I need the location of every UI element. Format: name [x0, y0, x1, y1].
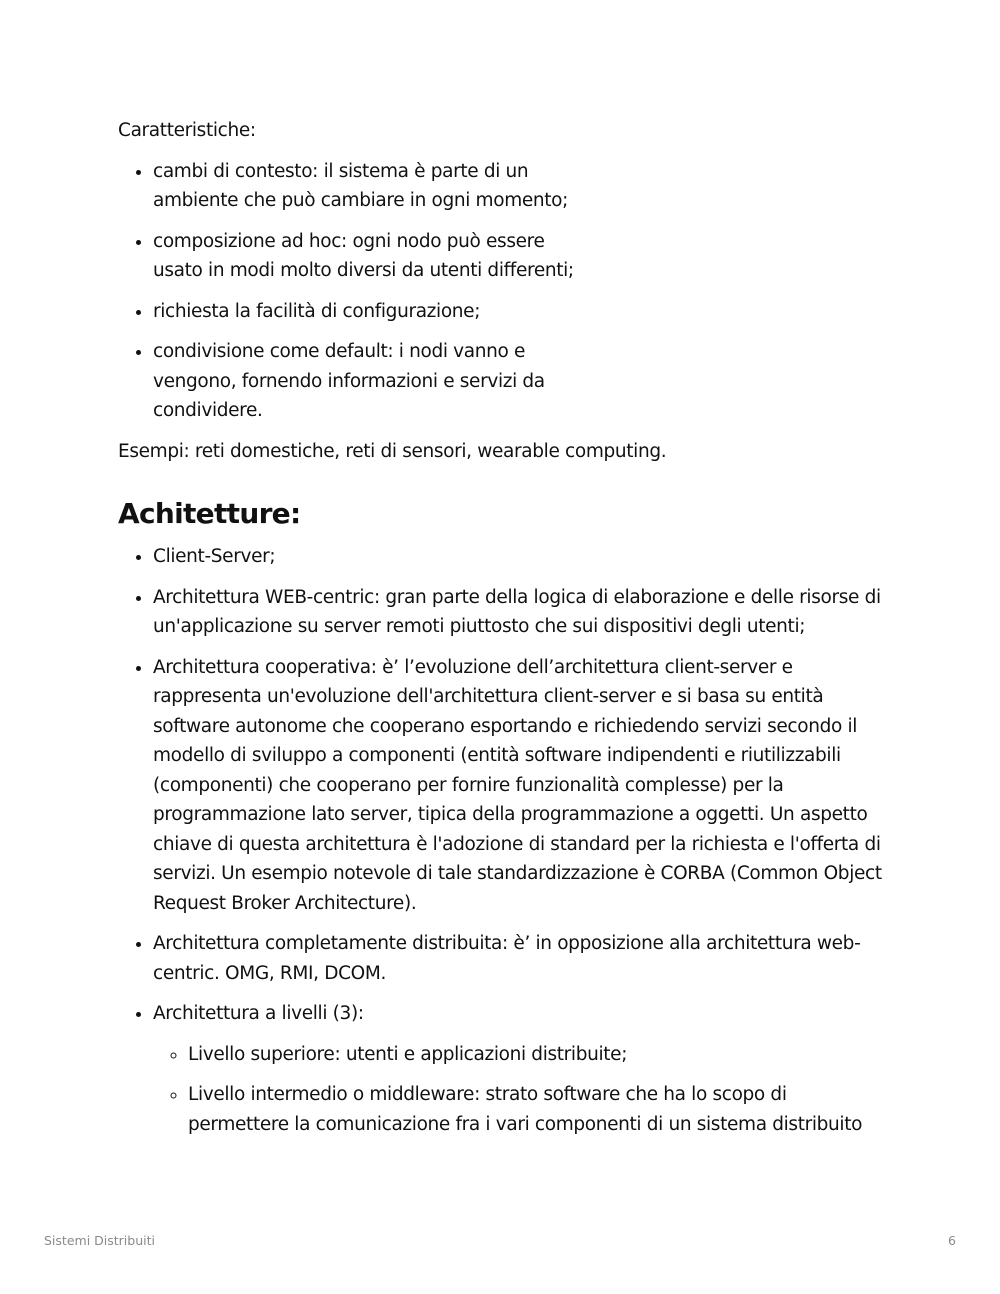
list-item-label: Architettura a livelli (3): [153, 1003, 364, 1024]
section-heading: Achitetture: [118, 497, 301, 530]
sublist-item: ◦ Livello superiore: utenti e applicazioni distribuite; [188, 1040, 888, 1070]
list-item-levels [153, 999, 888, 1139]
list-item: • Architettura WEB-centric: gran parte della logica di elaborazione e delle risorse di un'applicazione su server remoti piuttosto che sui dispositivi degli utenti; [153, 583, 888, 642]
list-item: • composizione ad hoc: ogni nodo può essere usato in modi molto diversi da utenti differenti; [153, 227, 593, 286]
architectures-list [118, 542, 888, 1139]
list-item: • cambi di contesto: il sistema è parte di un ambiente che può cambiare in ogni momento; [153, 157, 593, 216]
examples-text: Esempi: reti domestiche, reti di sensori, wearable computing. [118, 440, 667, 462]
list-item: • Architettura cooperativa: è’ l’evoluzione dell’architettura client-server e rappresenta un'evoluzione dell'architettura client-server e si basa su entità software autonome che cooperano esportando e richiedendo servizi secondo il modello di sviluppo a componenti (entità software indipendenti e riutilizzabili (componenti) che cooperano per fornire funzionalità complesse) per la programmazione lato server, tipica della programmazione a oggetti. Un aspetto chiave di questa architettura è l'adozione di standard per la richiesta e l'offerta di servizi. Un esempio notevole di tale standardizzazione è CORBA (Common Object Request Broker Architecture). [153, 653, 888, 919]
characteristics-list [118, 157, 888, 426]
document-page [118, 116, 888, 1150]
levels-sublist [153, 1040, 888, 1140]
list-item: • richiesta la facilità di configurazione; [153, 297, 593, 327]
footer-title: Sistemi Distribuiti [44, 1233, 155, 1248]
characteristics-heading: Caratteristiche: [118, 120, 256, 141]
page-number: 6 [948, 1233, 956, 1248]
sublist-item: ◦ Livello intermedio o middleware: strato software che ha lo scopo di permettere la comunicazione fra i vari componenti di un sistema distribuito [188, 1080, 888, 1139]
list-item: • condivisione come default: i nodi vanno e vengono, fornendo informazioni e servizi da condividere. [153, 337, 593, 426]
list-item: • Client-Server; [153, 542, 888, 572]
list-item: • Architettura completamente distribuita: è’ in opposizione alla architettura web-centric. OMG, RMI, DCOM. [153, 929, 888, 988]
